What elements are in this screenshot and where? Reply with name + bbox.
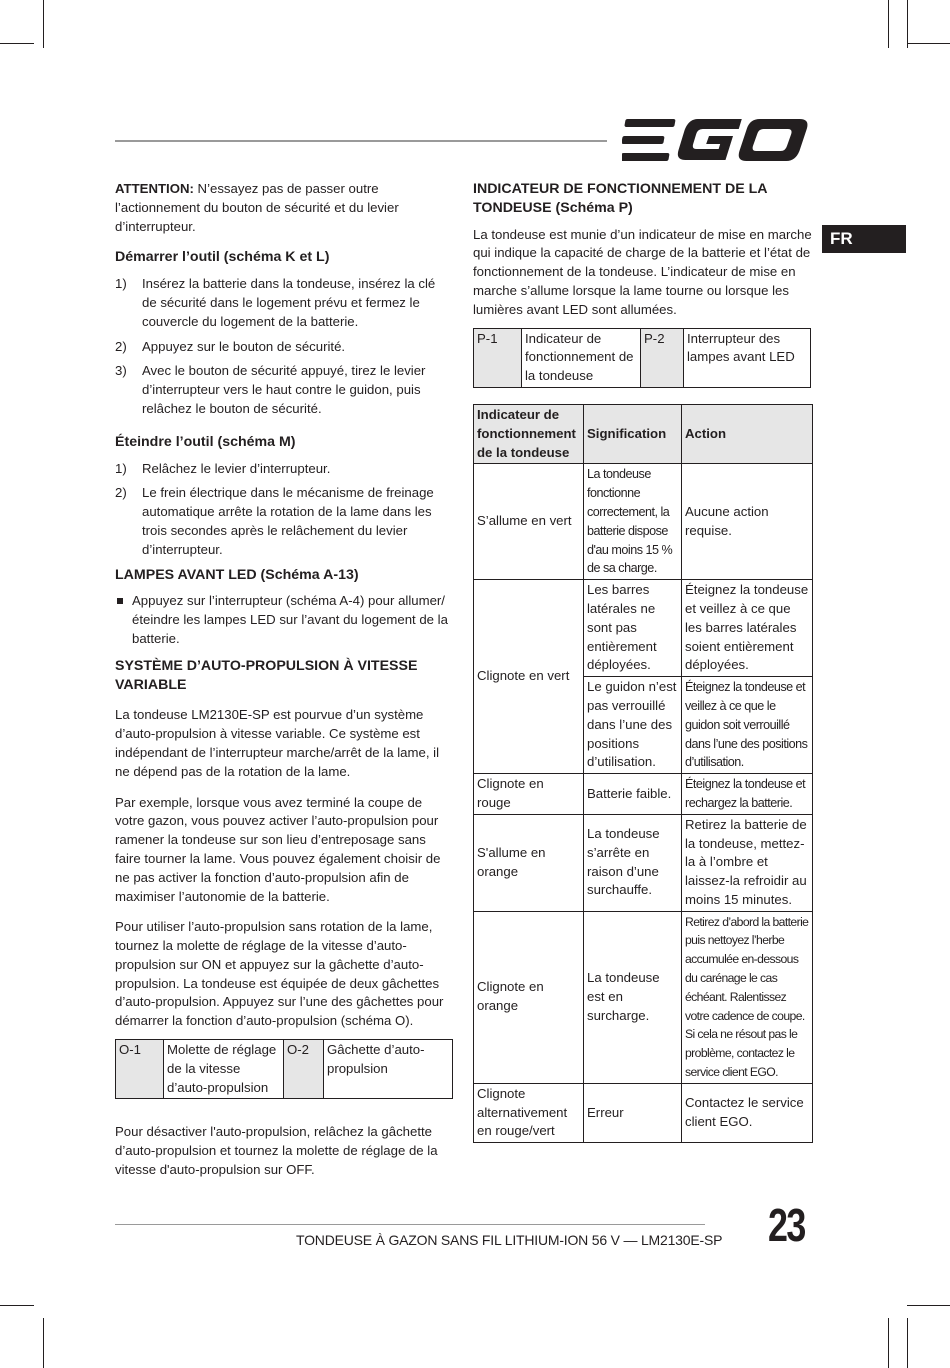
crop-mark: [888, 0, 889, 48]
meaning-cell: La tondeuse est en surcharge.: [584, 911, 682, 1083]
step-number: 1): [115, 460, 127, 476]
action-cell: Aucune action requise.: [682, 464, 813, 580]
crop-mark: [43, 0, 44, 48]
footer-rule: [115, 1224, 705, 1225]
action-cell: Retirez la batterie de la tondeuse, mettez-la à l’ombre et laissez-la refroidir au moins 15 minutes.: [682, 814, 813, 911]
indicator-cell: S'allume en orange: [474, 814, 584, 911]
column-header: Action: [682, 404, 813, 463]
crop-mark: [0, 43, 34, 44]
column-header: Indicateur de fonctionnement de la tondeuse: [474, 404, 584, 463]
led-list: [115, 592, 453, 648]
footer-title: TONDEUSE À GAZON SANS FIL LITHIUM-ION 56 V — LM2130E-SP: [296, 1232, 723, 1248]
table-row: [474, 464, 813, 580]
paragraph: Pour utiliser l’auto-propulsion sans rotation de la lame, tournez la molette de réglage de la vitesse d’auto-propulsion sur ON et appuyez sur la gâchette d’auto-propulsion. La tondeuse est équipée de deux gâchettes d’auto-propulsion. Appuyez sur l’une des gâchettes pour démarrer la fonction d’auto-propulsion (schéma O).: [115, 919, 444, 1029]
paragraph: La tondeuse est munie d’un indicateur de mise en marche qui indique la capacité de charge de la batterie et l’état de fonctionnement de la tondeuse. L’indicateur de mise en marche s’allume lorsque la lame tourne ou lorsque les lumières avant LED sont allumées.: [473, 226, 812, 317]
list-item: [115, 460, 453, 479]
crop-mark: [888, 1318, 889, 1368]
part-label: Gâchette d’auto-propulsion: [324, 1040, 453, 1099]
indicator-heading: INDICATEUR DE FONCTIONNEMENT DE LA TONDEUSE (Schéma P): [473, 181, 767, 216]
start-steps: [115, 275, 453, 419]
parts-table-p: [473, 328, 811, 388]
step-number: 1): [115, 276, 127, 292]
step-text: Appuyez sur le bouton de sécurité.: [142, 338, 346, 354]
bullet-square: [117, 598, 123, 604]
action-cell: Contactez le service client EGO.: [682, 1083, 813, 1142]
table-row: [474, 328, 811, 387]
paragraph: La tondeuse LM2130E-SP est pourvue d’un système d’auto-propulsion à vitesse variable. Ce système est indépendant de l’interrupteur marche/arrêt de la lame, il ne dépend pas de la rotation de la lame.: [115, 707, 440, 779]
table-row: [116, 1040, 453, 1099]
step-text: Le frein électrique dans le mécanisme de freinage automatique arrête la rotation de la lame dans les trois secondes après le relâchement du levier d’interrupteur.: [142, 485, 434, 557]
self-propel-heading: SYSTÈME D’AUTO-PROPULSION À VITESSE VARIABLE: [115, 657, 418, 693]
crop-mark: [43, 1318, 44, 1368]
indicator-cell: S’allume en vert: [474, 464, 584, 580]
indicator-cell: Clignote en orange: [474, 911, 584, 1083]
meaning-cell: Batterie faible.: [584, 774, 682, 815]
page-number: 23: [768, 1199, 805, 1251]
stop-heading: Éteindre l’outil (schéma M): [115, 433, 296, 450]
meaning-cell: La tondeuse s’arrête en raison d’une surchauffe.: [584, 814, 682, 911]
part-code: O-2: [284, 1040, 324, 1099]
crop-mark: [0, 1305, 34, 1306]
step-text: Avec le bouton de sécurité appuyé, tirez le levier d’interrupteur vers le haut contre le guidon, puis relâchez le bouton de sécurité.: [142, 363, 426, 416]
table-row: [474, 580, 813, 677]
crop-mark: [907, 0, 908, 48]
paragraph: Par exemple, lorsque vous avez terminé la coupe de votre gazon, vous pouvez activer l’auto-propulsion pour ramener la tondeuse sur son lieu d’entreposage sans faire tourner la lame. Vous pouvez également choisir de ne pas activer la fonction d’auto-propulsion afin de maximiser l’autonomie de la batterie.: [115, 794, 441, 904]
indicator-cell: Clignote alternativement en rouge/vert: [474, 1083, 584, 1142]
meaning-cell: Le guidon n’est pas verrouillé dans l’une des positions d’utilisation.: [584, 677, 682, 774]
part-code: P-2: [641, 328, 684, 387]
part-label: Interrupteur des lampes avant LED: [684, 328, 811, 387]
meaning-cell: Les barres latérales ne sont pas entièrement déployées.: [584, 580, 682, 677]
indicator-cell: Clignote en rouge: [474, 774, 584, 815]
list-item: [115, 275, 453, 331]
bullet-text: Appuyez sur l’interrupteur (schéma A-4) pour allumer/ éteindre les lampes LED sur l’avant du logement de la batterie.: [132, 593, 448, 646]
step-number: 2): [115, 485, 127, 501]
part-label: Molette de réglage de la vitesse d’auto-propulsion: [164, 1040, 284, 1099]
header-rule: [115, 140, 607, 142]
stop-steps: [115, 460, 453, 560]
parts-table-o: [115, 1039, 453, 1099]
meaning-cell: La tondeuse fonctionne correctement, la batterie dispose d'au moins 15 % de sa charge.: [584, 464, 682, 580]
led-heading: LAMPES AVANT LED (Schéma A-13): [115, 566, 359, 583]
indicator-table: [473, 404, 813, 1143]
step-number: 3): [115, 363, 127, 379]
crop-mark: [907, 1305, 950, 1306]
language-tab: FR: [822, 225, 906, 253]
list-item: [115, 484, 453, 559]
left-column: [115, 180, 453, 1180]
table-header-row: [474, 404, 813, 463]
paragraph: Pour désactiver l'auto-propulsion, relâchez la gâchette d’auto-propulsion et tournez la molette de réglage de la vitesse d'auto-propulsion sur OFF.: [115, 1124, 438, 1178]
meaning-cell: Erreur: [584, 1083, 682, 1142]
table-row: [474, 911, 813, 1083]
action-cell: Éteignez la tondeuse et veillez à ce que les barres latérales soient entièrement déployées.: [682, 580, 813, 677]
right-column: [473, 180, 813, 1143]
crop-mark: [907, 1318, 908, 1368]
attention-text: N’essayez pas de passer outre l’actionnement du bouton de sécurité et du levier d’interrupteur.: [115, 181, 399, 234]
step-text: Relâchez le levier d’interrupteur.: [142, 460, 331, 476]
table-row: [474, 1083, 813, 1142]
part-label: Indicateur de fonctionnement de la tondeuse: [522, 328, 641, 387]
part-code: O-1: [116, 1040, 164, 1099]
action-cell: Éteignez la tondeuse et rechargez la batterie.: [682, 774, 813, 815]
column-header: Signification: [584, 404, 682, 463]
list-item: [115, 338, 453, 357]
crop-mark: [907, 43, 950, 44]
attention-label: ATTENTION:: [115, 181, 194, 196]
table-row: [474, 774, 813, 815]
start-heading: Démarrer l’outil (schéma K et L): [115, 249, 330, 266]
step-text: Insérez la batterie dans la tondeuse, insérez la clé de sécurité dans le logement prévu et fermez le couvercle du logement de la batterie.: [142, 276, 436, 329]
list-item: [115, 592, 453, 648]
step-number: 2): [115, 338, 127, 354]
indicator-cell: Clignote en vert: [474, 580, 584, 774]
table-row: [474, 814, 813, 911]
action-cell: Retirez d’abord la batterie puis nettoyez l’herbe accumulée en-dessous du carénage le cas échéant. Ralentissez votre cadence de coupe. Si cela ne résout pas le problème, contactez le service client EGO.: [682, 911, 813, 1083]
action-cell: Éteignez la tondeuse et veillez à ce que le guidon soit verrouillé dans l’une des positions d’utilisation.: [682, 677, 813, 774]
attention-note: [115, 180, 453, 236]
list-item: [115, 362, 453, 418]
part-code: P-1: [474, 328, 522, 387]
ego-logo: [622, 117, 810, 163]
